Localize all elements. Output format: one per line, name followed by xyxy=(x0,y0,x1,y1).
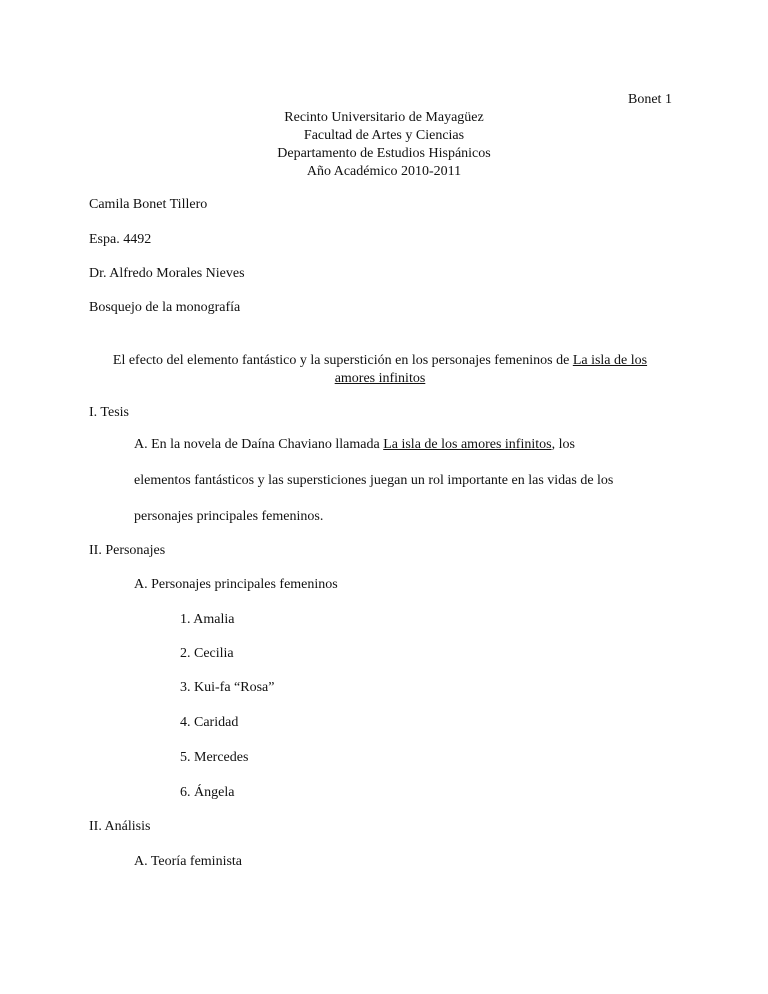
list-item-amalia: 1. Amalia xyxy=(180,612,235,627)
outline-heading-tesis: I. Tesis xyxy=(89,405,129,420)
institution-line-2: Facultad de Artes y Ciencias xyxy=(303,128,465,143)
list-item-kui-fa: 3. Kui-fa “Rosa” xyxy=(180,680,275,695)
list-item-mercedes: 5. Mercedes xyxy=(180,750,249,765)
essay-title-line-2 xyxy=(80,370,680,388)
tesis-line-1-suffix: , los xyxy=(551,437,575,452)
assignment-title: Bosquejo de la monografía xyxy=(89,300,241,315)
professor-name: Dr. Alfredo Morales Nieves xyxy=(89,266,245,281)
tesis-line-3: personajes principales femeninos. xyxy=(134,509,324,524)
outline-heading-personajes: II. Personajes xyxy=(89,543,166,558)
page-number-label: Bonet 1 xyxy=(628,92,672,107)
essay-title-line-1 xyxy=(80,352,680,370)
institution-line-3: Departamento de Estudios Hispánicos xyxy=(277,146,491,161)
personajes-subheading: A. Personajes principales femeninos xyxy=(134,577,338,592)
tesis-line-1-prefix: A. En la novela de Daína Chaviano llamada xyxy=(134,437,384,452)
outline-heading-analisis: II. Análisis xyxy=(89,819,151,834)
institution-line-1: Recinto Universitario de Mayagüez xyxy=(284,110,484,125)
course-code: Espa. 4492 xyxy=(89,232,152,247)
essay-title-book-part2: amores infinitos xyxy=(334,371,426,386)
analisis-subheading: A. Teoría feminista xyxy=(134,854,243,869)
list-item-cecilia: 2. Cecilia xyxy=(180,646,234,661)
essay-title-prefix: El efecto del elemento fantástico y la superstición en los personajes femeninos de xyxy=(112,353,573,368)
list-item-caridad: 4. Caridad xyxy=(180,715,239,730)
list-item-angela: 6. Ángela xyxy=(180,785,235,800)
essay-title-book-part1: La isla de los xyxy=(572,353,648,368)
tesis-book-title: La isla de los amores infinitos xyxy=(383,437,552,452)
tesis-line-2: elementos fantásticos y las supersticiones juegan un rol importante en las vidas de los xyxy=(134,473,614,488)
tesis-line-1 xyxy=(134,436,575,454)
institution-line-4: Año Académico 2010-2011 xyxy=(306,164,462,179)
author-name: Camila Bonet Tillero xyxy=(89,197,208,212)
